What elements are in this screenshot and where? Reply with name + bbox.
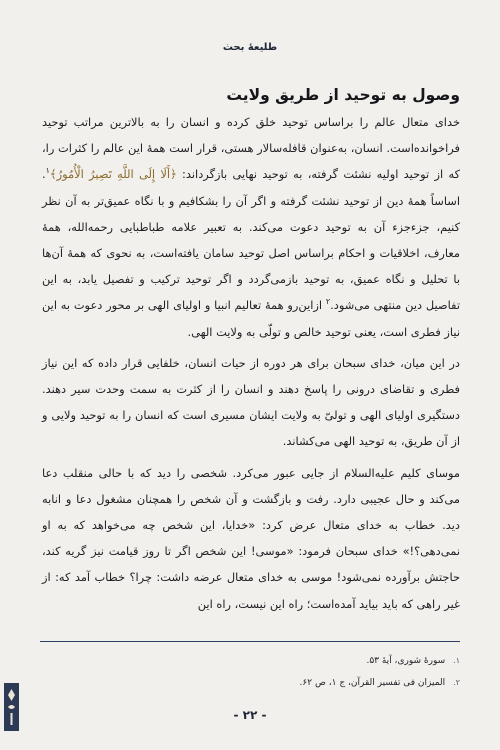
section-title: وصول به توحید از طریق ولایت xyxy=(226,86,460,104)
footnote-text: سورهٔ شوری، آیهٔ ۵۳. xyxy=(366,656,446,666)
publisher-logo-icon xyxy=(4,683,19,731)
footnote-ref: ۲ xyxy=(325,297,331,307)
footnote-number: ۲. xyxy=(453,678,460,687)
footnotes xyxy=(48,650,460,694)
paragraph-text: در این میان، خدای سبحان برای هر دوره از حیات انسان، خلفایی قرار داده که این نیاز فطری و تقاضای درونی را پاسخ دهند و انسان را از کثرت به سمت وحدت سیر دهند. دستگیری اولیای الهی و تولیّ به ولایت ایشان مسیری است که انسان را به توحید ولایی و از آن طریق، به توحید الهی می‌کشاند. xyxy=(42,355,460,449)
paragraph-text: ازاین‌رو همهٔ تعالیم انبیا و اولیای الهی بر محور دعوت به این نیاز فطری است، یعنی توحید خالص و تولّی به ولایت الهی. xyxy=(42,298,460,339)
footnote xyxy=(48,672,460,694)
paragraph xyxy=(42,460,460,617)
footnote-ref: ۱ xyxy=(45,166,50,176)
running-head: طلیعهٔ بحث xyxy=(222,42,278,53)
paragraph xyxy=(42,350,460,455)
paragraph-text: . اساساً همهٔ دین از توحید نشئت گرفته و اگر آن را بشکافیم و با نگاه عمیق‌تر به آن نظر کنیم، جزءجزء آن به توحید دعوت می‌کند. به تعبیر علامه طباطبایی رحمه‌الله، همهٔ معارف، اخلاقیات و احکام براساس اصل توحید سامان یافته‌است، به نحوی که همهٔ آن‌ها با تحلیل و نگاه عمیق، به توحید بازمی‌گردد و اگر توحید ترکیب و تفصیل یابد، به این تفاصیل دین منتهی می‌شود. xyxy=(42,167,460,313)
body-text xyxy=(42,109,460,622)
paragraph-text: خدای متعال عالم را براساس توحید خلق کرده و انسان را به بالاترین مراتب توحید فراخوانده‌است. انسان، به‌عنوان قافله‌سالار هستی، قرار است همهٔ این عالم را کثرات را، که از توحید اولیه نشئت گرفته، به توحید نهایی بازگرداند: xyxy=(42,115,460,182)
paragraph-text: موسای کلیم علیه‌السلام از جایی عبور می‌کرد. شخصی را دید که با حالی منقلب دعا می‌کند و حال عجیبی دارد. رفت و بازگشت و آن شخص را همچنان مشغول دعا و انابه دید. خطاب به خدای متعال عرض کرد: «خدایا، این شخص چه می‌خواهد که به او نمی‌دهی؟!» خدای سبحان فرمود: «موسی! این شخص اگر تا روز قیامت نیز گریه کند، حاجتش برآورده نمی‌شود! موسی به خدای متعال عرضه داشت: چرا؟ خطاب آمد که: از غیر راهی که باید بیاید آمده‌است؛ راه این نیست، راه این xyxy=(42,465,460,611)
paragraph xyxy=(42,109,460,345)
footnote-text: المیزان فی تفسیر القرآن، ج ۱، ص ۶۲. xyxy=(299,678,446,688)
footnote-divider xyxy=(40,641,460,642)
footnote xyxy=(48,650,460,672)
footnote-number: ۱. xyxy=(453,656,460,665)
quran-verse: ﴿أَلَا إِلَى اللَّهِ تَصِيرُ الْأُمُورُ﴾ xyxy=(49,167,177,182)
page-number: - ۲۲ - xyxy=(233,708,267,722)
